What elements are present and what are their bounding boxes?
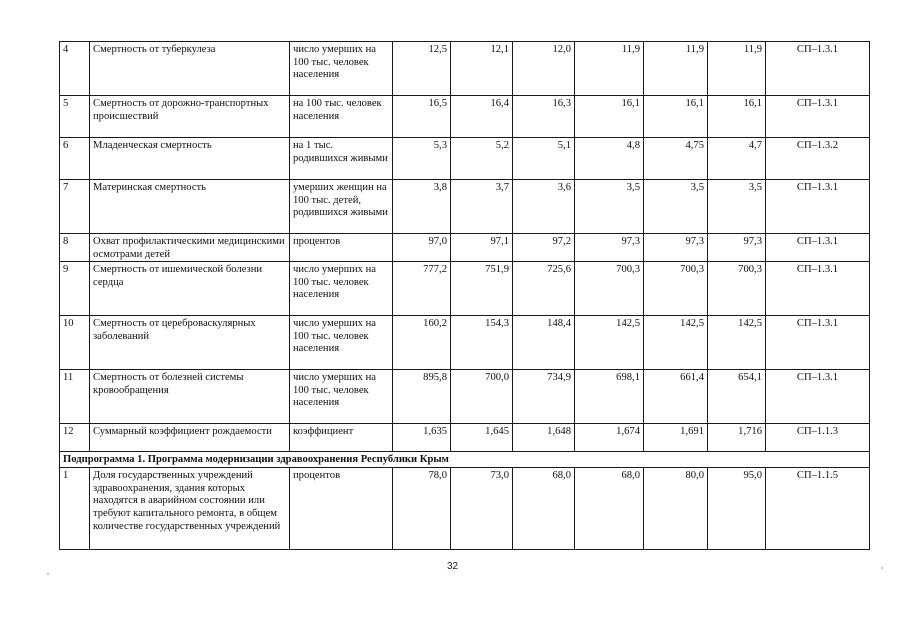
value-cell: 148,4	[513, 316, 575, 370]
value-cell: 73,0	[451, 468, 513, 550]
value-cell: 11,9	[708, 42, 766, 96]
value-cell: 661,4	[644, 370, 708, 424]
value-cell: 16,1	[575, 96, 644, 138]
row-number: 7	[60, 180, 90, 234]
value-cell: 1,645	[451, 424, 513, 452]
value-cell: 11,9	[644, 42, 708, 96]
unit-cell: процентов	[290, 468, 393, 550]
indicator-name: Смертность от цереброваскулярных заболеваний	[90, 316, 290, 370]
value-cell: 1,716	[708, 424, 766, 452]
value-cell: 5,2	[451, 138, 513, 180]
value-cell: 700,3	[708, 262, 766, 316]
code-cell: СП–1.3.1	[766, 96, 870, 138]
page-number: 32	[446, 561, 459, 572]
indicator-name: Смертность от дорожно-транспортных происшествий	[90, 96, 290, 138]
value-cell: 734,9	[513, 370, 575, 424]
value-cell: 4,8	[575, 138, 644, 180]
value-cell: 16,3	[513, 96, 575, 138]
row-number: 1	[60, 468, 90, 550]
value-cell: 3,5	[708, 180, 766, 234]
value-cell: 12,0	[513, 42, 575, 96]
value-cell: 97,1	[451, 234, 513, 262]
value-cell: 95,0	[708, 468, 766, 550]
value-cell: 751,9	[451, 262, 513, 316]
indicators-table	[59, 41, 870, 550]
value-cell: 654,1	[708, 370, 766, 424]
value-cell: 1,635	[393, 424, 451, 452]
value-cell: 1,674	[575, 424, 644, 452]
row-number: 12	[60, 424, 90, 452]
indicator-name: Суммарный коэффициент рождаемости	[90, 424, 290, 452]
value-cell: 78,0	[393, 468, 451, 550]
unit-cell: число умерших на 100 тыс. человек населения	[290, 262, 393, 316]
value-cell: 154,3	[451, 316, 513, 370]
code-cell: СП–1.3.1	[766, 316, 870, 370]
table-row	[60, 42, 870, 96]
value-cell: 3,5	[644, 180, 708, 234]
table-row	[60, 468, 870, 550]
value-cell: 1,648	[513, 424, 575, 452]
value-cell: 97,3	[644, 234, 708, 262]
value-cell: 4,7	[708, 138, 766, 180]
code-cell: СП–1.1.5	[766, 468, 870, 550]
table-row	[60, 316, 870, 370]
value-cell: 700,3	[575, 262, 644, 316]
value-cell: 97,0	[393, 234, 451, 262]
indicator-name: Доля государственных учреждений здравоохранения, здания которых находятся в аварийном состоянии или требуют капитального ремонта, в общем количестве государственных учреждений	[90, 468, 290, 550]
value-cell: 97,2	[513, 234, 575, 262]
value-cell: 4,75	[644, 138, 708, 180]
unit-cell: число умерших на 100 тыс. человек населения	[290, 316, 393, 370]
section-title: Подпрограмма 1. Программа модернизации здравоохранения Республики Крым	[60, 452, 870, 468]
indicator-name: Смертность от ишемической болезни сердца	[90, 262, 290, 316]
unit-cell: на 100 тыс. человек населения	[290, 96, 393, 138]
row-number: 5	[60, 96, 90, 138]
indicator-name: Младенческая смертность	[90, 138, 290, 180]
scan-speck	[881, 567, 883, 569]
value-cell: 80,0	[644, 468, 708, 550]
table-row	[60, 370, 870, 424]
value-cell: 16,5	[393, 96, 451, 138]
value-cell: 12,1	[451, 42, 513, 96]
value-cell: 700,0	[451, 370, 513, 424]
scan-speck	[47, 573, 49, 575]
row-number: 9	[60, 262, 90, 316]
unit-cell: умерших женщин на 100 тыс. детей, родившихся живыми	[290, 180, 393, 234]
indicators-table-body	[60, 42, 870, 550]
value-cell: 1,691	[644, 424, 708, 452]
unit-cell: число умерших на 100 тыс. человек населения	[290, 370, 393, 424]
unit-cell: процентов	[290, 234, 393, 262]
table-row	[60, 234, 870, 262]
value-cell: 12,5	[393, 42, 451, 96]
unit-cell: коэффициент	[290, 424, 393, 452]
value-cell: 895,8	[393, 370, 451, 424]
value-cell: 3,6	[513, 180, 575, 234]
value-cell: 777,2	[393, 262, 451, 316]
row-number: 10	[60, 316, 90, 370]
value-cell: 142,5	[708, 316, 766, 370]
indicator-name: Охват профилактическими медицинскими осмотрами детей	[90, 234, 290, 262]
value-cell: 5,3	[393, 138, 451, 180]
indicator-name: Смертность от туберкулеза	[90, 42, 290, 96]
value-cell: 97,3	[575, 234, 644, 262]
section-row	[60, 452, 870, 468]
value-cell: 5,1	[513, 138, 575, 180]
unit-cell: число умерших на 100 тыс. человек населения	[290, 42, 393, 96]
value-cell: 725,6	[513, 262, 575, 316]
row-number: 6	[60, 138, 90, 180]
table-row	[60, 180, 870, 234]
value-cell: 160,2	[393, 316, 451, 370]
value-cell: 97,3	[708, 234, 766, 262]
indicator-name: Смертность от болезней системы кровообращения	[90, 370, 290, 424]
code-cell: СП–1.3.2	[766, 138, 870, 180]
row-number: 8	[60, 234, 90, 262]
table-row	[60, 424, 870, 452]
value-cell: 3,7	[451, 180, 513, 234]
code-cell: СП–1.3.1	[766, 370, 870, 424]
table-row	[60, 138, 870, 180]
table-row	[60, 96, 870, 138]
code-cell: СП–1.3.1	[766, 42, 870, 96]
code-cell: СП–1.1.3	[766, 424, 870, 452]
row-number: 11	[60, 370, 90, 424]
indicator-name: Материнская смертность	[90, 180, 290, 234]
value-cell: 698,1	[575, 370, 644, 424]
value-cell: 142,5	[575, 316, 644, 370]
value-cell: 142,5	[644, 316, 708, 370]
value-cell: 3,8	[393, 180, 451, 234]
value-cell: 16,1	[644, 96, 708, 138]
value-cell: 68,0	[513, 468, 575, 550]
value-cell: 16,4	[451, 96, 513, 138]
unit-cell: на 1 тыс. родившихся живыми	[290, 138, 393, 180]
code-cell: СП–1.3.1	[766, 234, 870, 262]
value-cell: 11,9	[575, 42, 644, 96]
table-row	[60, 262, 870, 316]
row-number: 4	[60, 42, 90, 96]
code-cell: СП–1.3.1	[766, 180, 870, 234]
value-cell: 3,5	[575, 180, 644, 234]
value-cell: 700,3	[644, 262, 708, 316]
value-cell: 68,0	[575, 468, 644, 550]
value-cell: 16,1	[708, 96, 766, 138]
code-cell: СП–1.3.1	[766, 262, 870, 316]
